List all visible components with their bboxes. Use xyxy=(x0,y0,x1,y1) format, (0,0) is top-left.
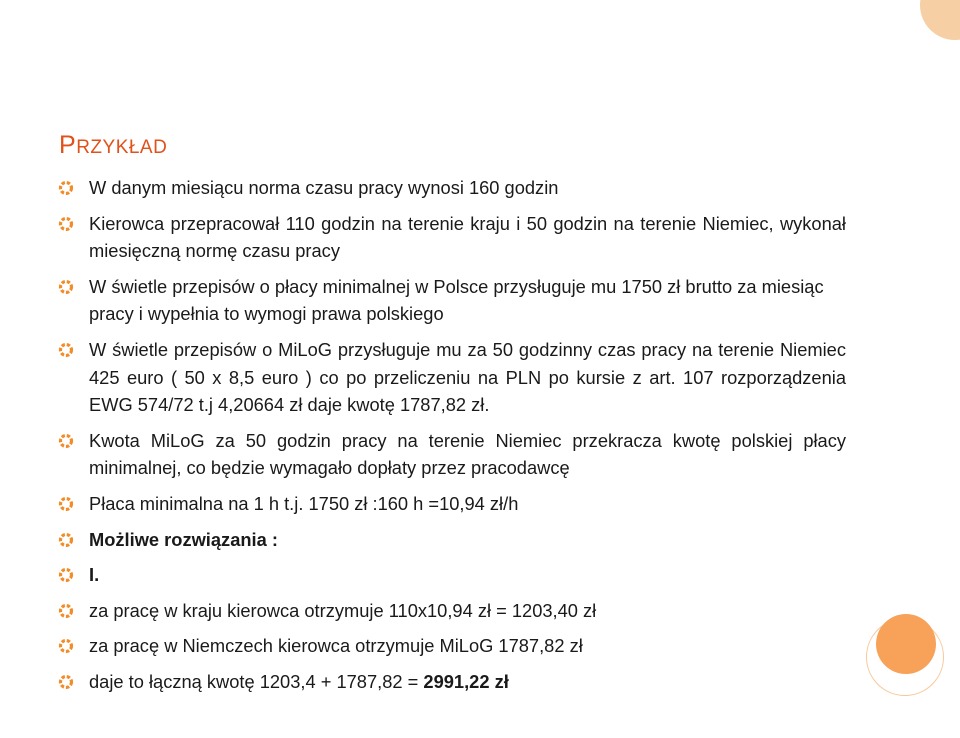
list-item xyxy=(58,174,846,202)
ring-bullet-icon xyxy=(58,496,74,512)
ring-bullet-icon xyxy=(58,279,74,295)
list-item-text: I. xyxy=(89,564,100,586)
ring-bullet-icon xyxy=(58,674,74,690)
deco-circle xyxy=(876,614,936,674)
list-item xyxy=(58,427,846,482)
list-item-text: za pracę w Niemczech kierowca otrzymuje MiLoG 1787,82 zł xyxy=(89,635,583,657)
list-item-text: Kierowca przepracował 110 godzin na terenie kraju i 50 godzin na terenie Niemiec, wykonał miesięczną normę czasu pracy xyxy=(89,212,846,262)
list-item-text: W świetle przepisów o płacy minimalnej w Polsce przysługuje mu 1750 zł brutto za miesiąc pracy i wypełnia to wymogi prawa polskiego xyxy=(89,275,824,325)
ring-bullet-icon xyxy=(58,532,74,548)
list-item xyxy=(58,526,846,554)
list-item-text: W świetle przepisów o MiLoG przysługuje mu za 50 godzinny czas pracy na terenie Niemiec 425 euro ( 50 x 8,5 euro ) co po przeliczeniu na PLN po kursie z art. 107 rozporządzenia EWG 574/72 t.j 4,20664 zł daje kwotę 1787,82 zł. xyxy=(89,338,846,416)
list-item-text: Możliwe rozwiązania : xyxy=(89,528,278,550)
list-item-text: W danym miesiącu norma czasu pracy wynosi 160 godzin xyxy=(89,177,559,198)
list-item-text: za pracę w kraju kierowca otrzymuje 110x10,94 zł = 1203,40 zł xyxy=(89,599,597,621)
list-item xyxy=(58,210,846,265)
list-item xyxy=(58,336,846,419)
list-item xyxy=(58,561,846,589)
ring-bullet-icon xyxy=(58,638,74,654)
ring-bullet-icon xyxy=(58,433,74,449)
list-item xyxy=(58,273,846,328)
ring-bullet-icon xyxy=(58,603,74,619)
ring-bullet-icon xyxy=(58,180,74,196)
list-item xyxy=(58,597,846,625)
list-item xyxy=(58,490,846,518)
list-item xyxy=(58,632,846,660)
list-item-text: Płaca minimalna na 1 h t.j. 1750 zł :160 h =10,94 zł/h xyxy=(89,492,519,514)
list-item-text: Kwota MiLoG za 50 godzin pracy na terenie Niemiec przekracza kwotę polskiej płacy minimalnej, co będzie wymagało dopłaty przez pracodawcę xyxy=(89,429,846,479)
ring-bullet-icon xyxy=(58,567,74,583)
list-item xyxy=(58,668,846,696)
corner-decoration xyxy=(920,0,960,40)
total-amount: 2991,22 zł xyxy=(423,670,509,692)
bullet-list xyxy=(58,174,846,704)
ring-bullet-icon xyxy=(58,342,74,358)
ring-bullet-icon xyxy=(58,216,74,232)
slide-title: PRZYKŁAD xyxy=(59,130,168,159)
list-item-text: daje to łączną kwotę 1203,4 + 1787,82 = xyxy=(89,670,424,692)
